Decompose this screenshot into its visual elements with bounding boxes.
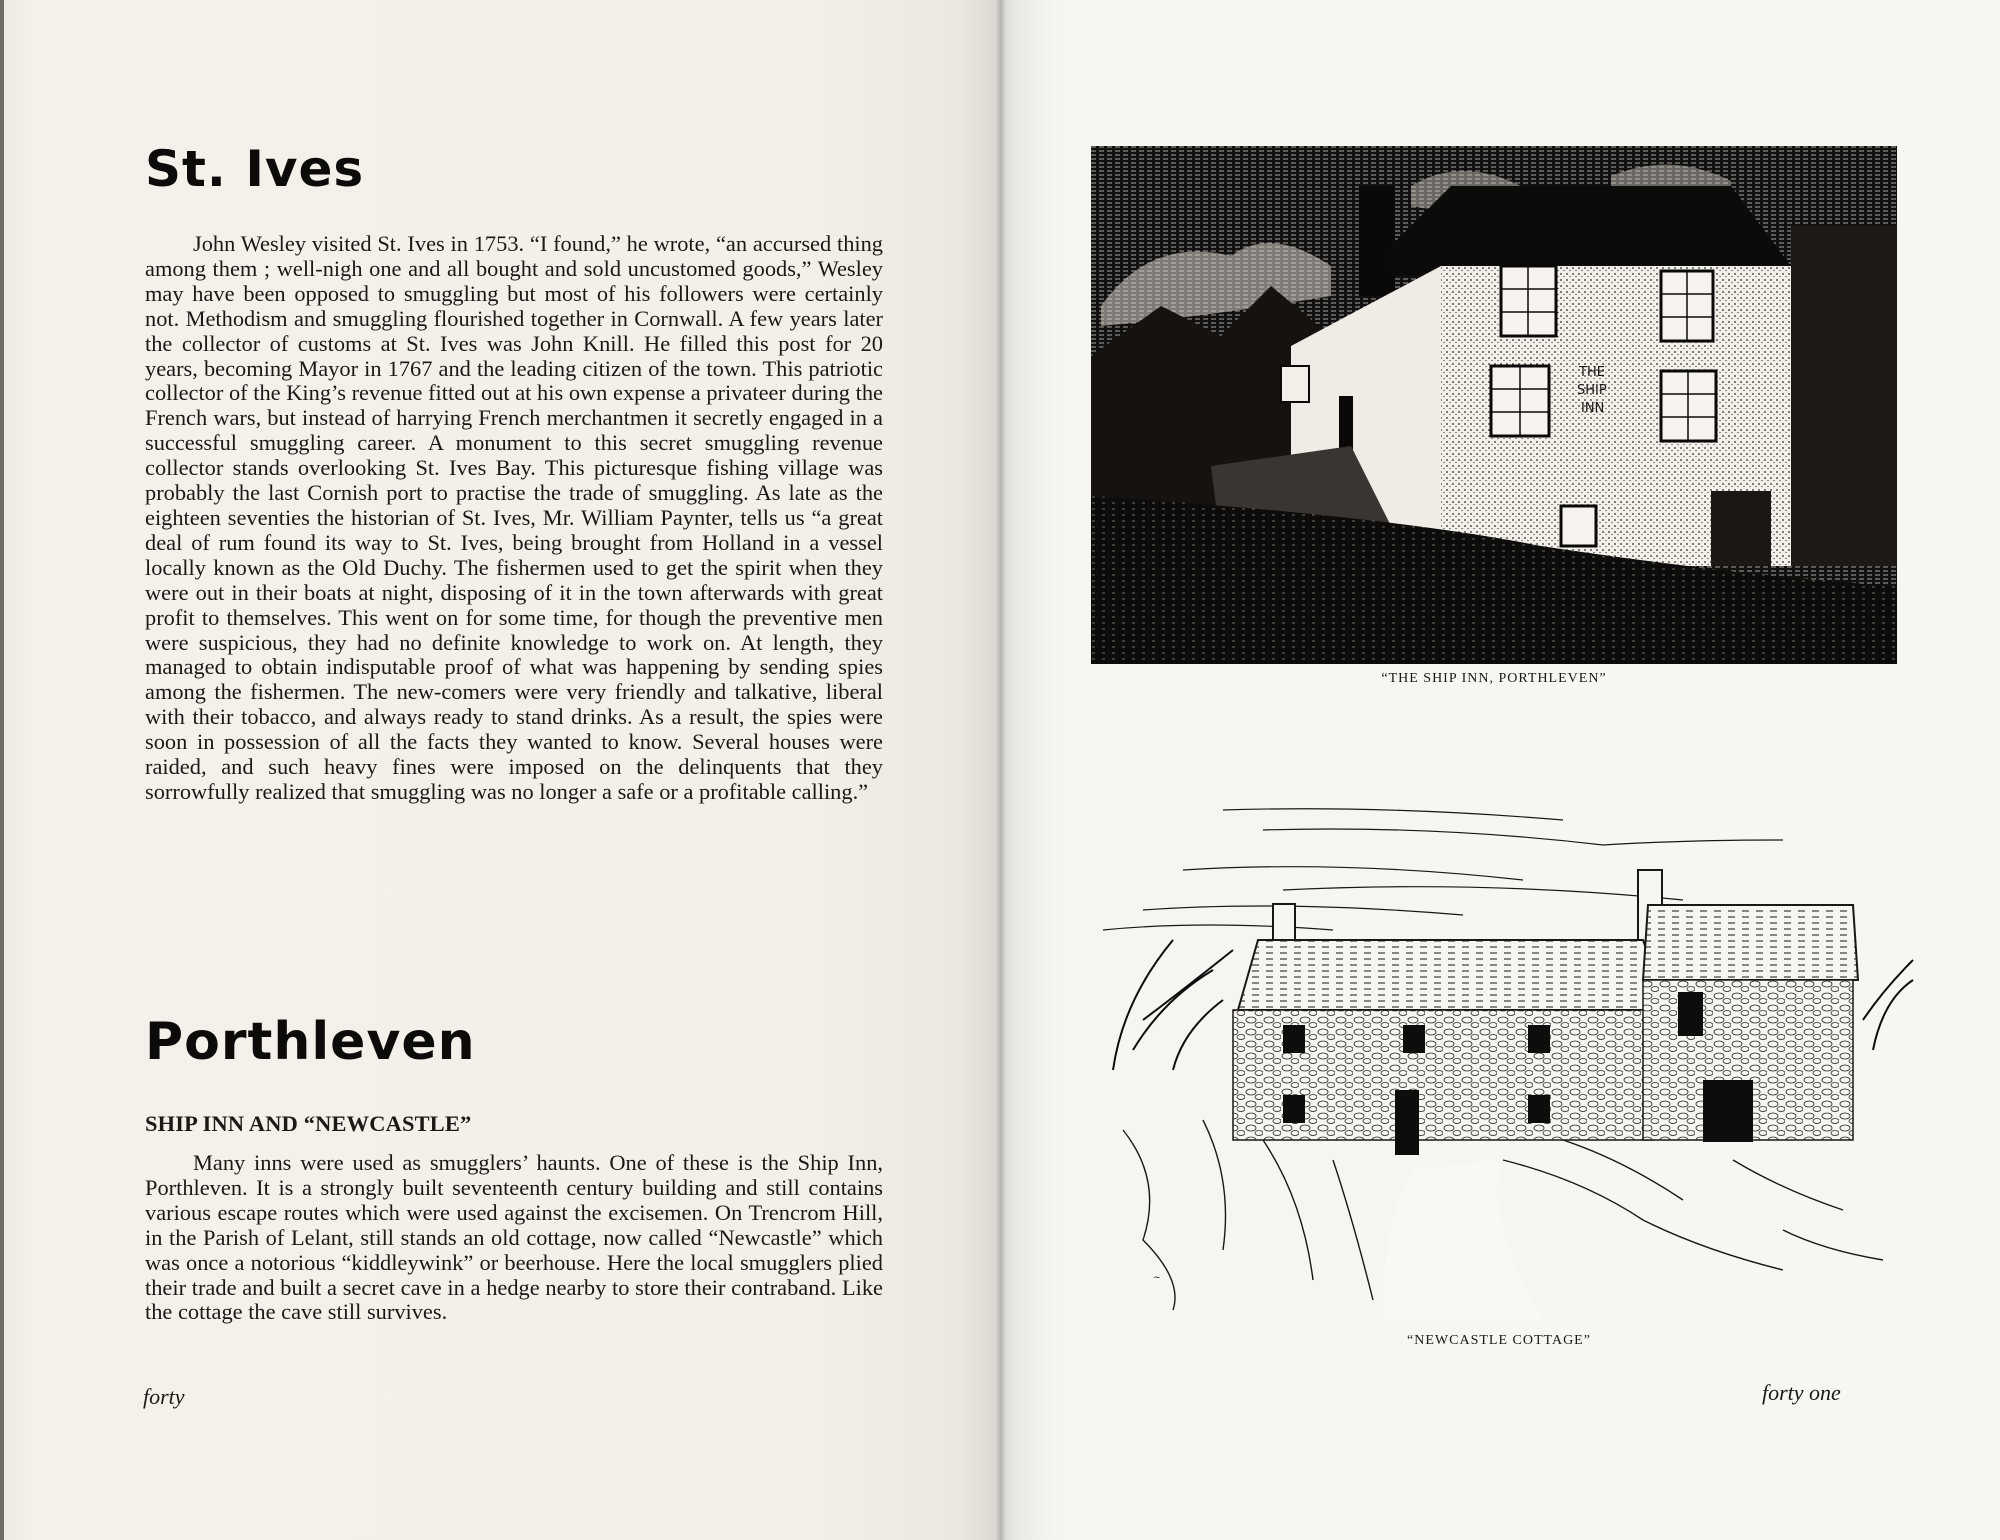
window — [1528, 1095, 1550, 1123]
ship-inn-caption: “THE SHIP INN, PORTHLEVEN” — [1381, 671, 1607, 686]
inn-sign-text: SHIP — [1577, 383, 1607, 398]
inn-sign-text: THE — [1579, 365, 1605, 380]
inn-sign-text: INN — [1581, 401, 1605, 416]
page-number-right: forty one — [1762, 1380, 1841, 1405]
st-ives-body — [145, 232, 883, 805]
chimney — [1359, 186, 1395, 296]
page-edge — [0, 0, 4, 1540]
newcastle-cottage-caption: “NEWCASTLE COTTAGE” — [1407, 1333, 1591, 1348]
cottage-drawing — [1083, 800, 1915, 1320]
right-house — [1791, 226, 1897, 566]
newcastle-cottage-illustration — [1083, 800, 1915, 1320]
chimney — [1273, 904, 1295, 944]
ship-inn-drawing — [1091, 146, 1897, 664]
window — [1283, 1025, 1305, 1053]
ship-inn-illustration — [1091, 146, 1897, 664]
window — [1678, 992, 1703, 1036]
inn-roof — [1391, 186, 1791, 276]
hanging-sign — [1281, 366, 1309, 402]
garden-path — [1383, 1160, 1543, 1320]
porthleven-body — [145, 1151, 883, 1325]
section-heading-porthleven: Porthleven — [145, 1012, 476, 1072]
window — [1403, 1025, 1425, 1053]
window — [1283, 1095, 1305, 1123]
window — [1561, 506, 1596, 546]
section-heading-st-ives: St. Ives — [145, 140, 365, 198]
book-gutter — [996, 0, 1006, 1540]
porthleven-paragraph: Many inns were used as smugglers’ haunts. One of these is the Ship Inn, Porthleven. It is a strongly built seventeenth century building and still contains various escape routes which were used against the excisemen. On Trencrom Hill, in the Parish of Lelant, still stands an old cottage, now called “Newcastle” which was once a notorious “kiddleywink” or beerhouse. Here the local smugglers plied their trade and built a secret cave in a hedge nearby to store their contraband. Like the cottage the cave still survives. — [145, 1150, 883, 1325]
page-number-left: forty — [143, 1384, 185, 1409]
subheading-ship-inn: SHIP INN AND “NEWCASTLE” — [145, 1111, 472, 1136]
st-ives-paragraph: John Wesley visited St. Ives in 1753. “I found,” he wrote, “an accursed thing among them ; well-nigh one and all bought and sold uncustomed goods,” Wesley may have been opposed to smuggling but most of his followers were certainly not. Methodism and smuggling flourished together in Cornwall. A few years later the collector of customs at St. Ives was John Knill. He filled this post for 20 years, becoming Mayor in 1767 and the leading citizen of the town. This patriotic collector of the King’s revenue fitted out at his own expense a privateer during the French wars, but instead of harrying French merchantmen it secretly engaged in a successful smuggling career. A monument to this secret smuggling revenue collector stands overlooking St. Ives Bay. This picturesque fishing village was probably the last Cornish port to practise the trade of smuggling. As late as the eighteen seventies the historian of St. Ives, Mr. William Paynter, tells us “a great deal of rum found its way to St. Ives, being brought from Holland in a vessel locally known as the Old Duchy. The fishermen used to get the spirit when they were out in their boats at night, disposing of it in the town afterwards with great profit to themselves. This went on for some time, for though the preventive men were suspicious, they had no definite knowledge to work on. At length, they managed to obtain indisputable proof of what was happening by sending spies among the fishermen. The new-comers were very friendly and talkative, liberal with their tobacco, and always ready to stand drinks. As a result, the spies were soon in possession of all the facts they wanted to know. Several houses were raided, and such heavy fines were imposed on the delinquents that they sorrowfully realized that smuggling was no longer a safe or a profitable calling.” — [145, 231, 883, 804]
cottage-roof — [1238, 940, 1668, 1010]
door — [1395, 1090, 1419, 1155]
cottage-roof — [1643, 905, 1858, 980]
cellar-door — [1711, 491, 1771, 566]
door — [1703, 1080, 1753, 1142]
artist-signature: ~ — [1153, 1273, 1161, 1283]
window — [1528, 1025, 1550, 1053]
